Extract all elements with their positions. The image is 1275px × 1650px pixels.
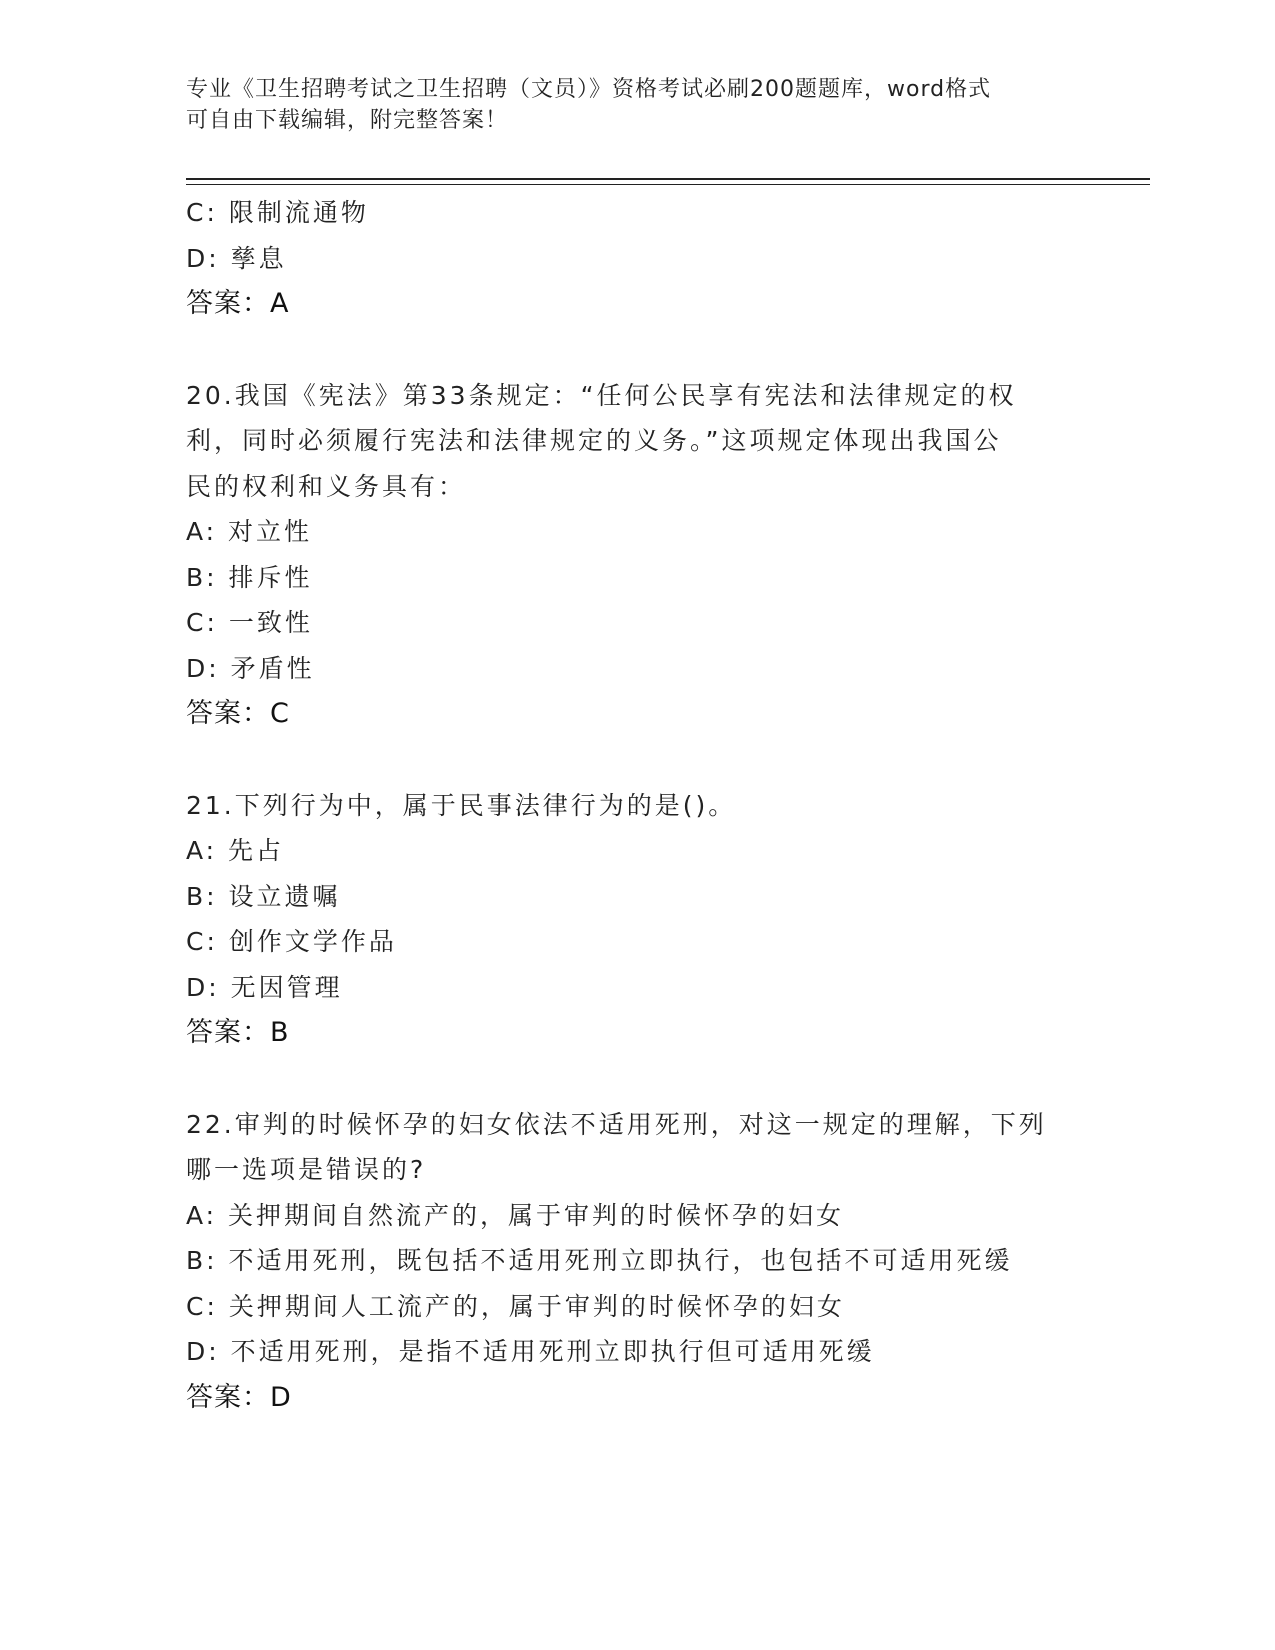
question-text-line: 22.审判的时候怀孕的妇女依法不适用死刑，对这一规定的理解，下列 bbox=[186, 1109, 1047, 1139]
question-text-line: 21.下列行为中，属于民事法律行为的是()。 bbox=[186, 790, 737, 820]
option-d: D: 不适用死刑，是指不适用死刑立即执行但可适用死缓 bbox=[186, 1337, 875, 1366]
answer-line: 答案：A bbox=[186, 288, 290, 319]
option-a: A: 关押期间自然流产的，属于审判的时候怀孕的妇女 bbox=[186, 1200, 845, 1230]
question-list bbox=[186, 190, 1086, 1420]
option-a: A: 对立性 bbox=[186, 517, 313, 546]
document-header bbox=[186, 74, 1066, 136]
option-b: B: 设立遗嘱 bbox=[186, 881, 341, 911]
header-divider-thick bbox=[186, 178, 1150, 180]
answer-line: 答案：C bbox=[186, 698, 290, 729]
option-b: B: 排斥性 bbox=[186, 562, 313, 592]
spacer bbox=[186, 737, 1086, 783]
option-c: C: 限制流通物 bbox=[186, 198, 369, 227]
option-d: D: 孳息 bbox=[186, 243, 287, 273]
option-c: C: 关押期间人工流产的，属于审判的时候怀孕的妇女 bbox=[186, 1291, 845, 1321]
question-text-line: 民的权利和义务具有： bbox=[186, 471, 467, 501]
answer-line: 答案：D bbox=[186, 1381, 292, 1413]
option-d: D: 矛盾性 bbox=[186, 653, 315, 683]
question-block-19 bbox=[186, 190, 1086, 327]
answer-line: 答案：B bbox=[186, 1017, 290, 1048]
question-block-22 bbox=[186, 1102, 1086, 1421]
question-text-line: 利，同时必须履行宪法和法律规定的义务。”这项规定体现出我国公 bbox=[186, 426, 1002, 455]
spacer bbox=[186, 327, 1086, 373]
header-line-2: 可自由下载编辑，附完整答案！ bbox=[186, 108, 509, 133]
question-text-line: 哪一选项是错误的? bbox=[186, 1155, 427, 1184]
header-divider-thin bbox=[186, 184, 1150, 185]
question-block-21 bbox=[186, 783, 1086, 1056]
question-block-20 bbox=[186, 373, 1086, 737]
option-a: A: 先占 bbox=[186, 836, 285, 865]
option-c: C: 一致性 bbox=[186, 608, 313, 637]
question-text-line: 20.我国《宪法》第33条规定：“任何公民享有宪法和法律规定的权 bbox=[186, 380, 1017, 410]
option-c: C: 创作文学作品 bbox=[186, 927, 397, 956]
option-d: D: 无因管理 bbox=[186, 972, 343, 1002]
header-line-1: 专业《卫生招聘考试之卫生招聘（文员）》资格考试必刷200题题库，word格式 bbox=[186, 77, 992, 102]
option-b: B: 不适用死刑，既包括不适用死刑立即执行，也包括不可适用死缓 bbox=[186, 1246, 1013, 1275]
spacer bbox=[186, 1056, 1086, 1102]
